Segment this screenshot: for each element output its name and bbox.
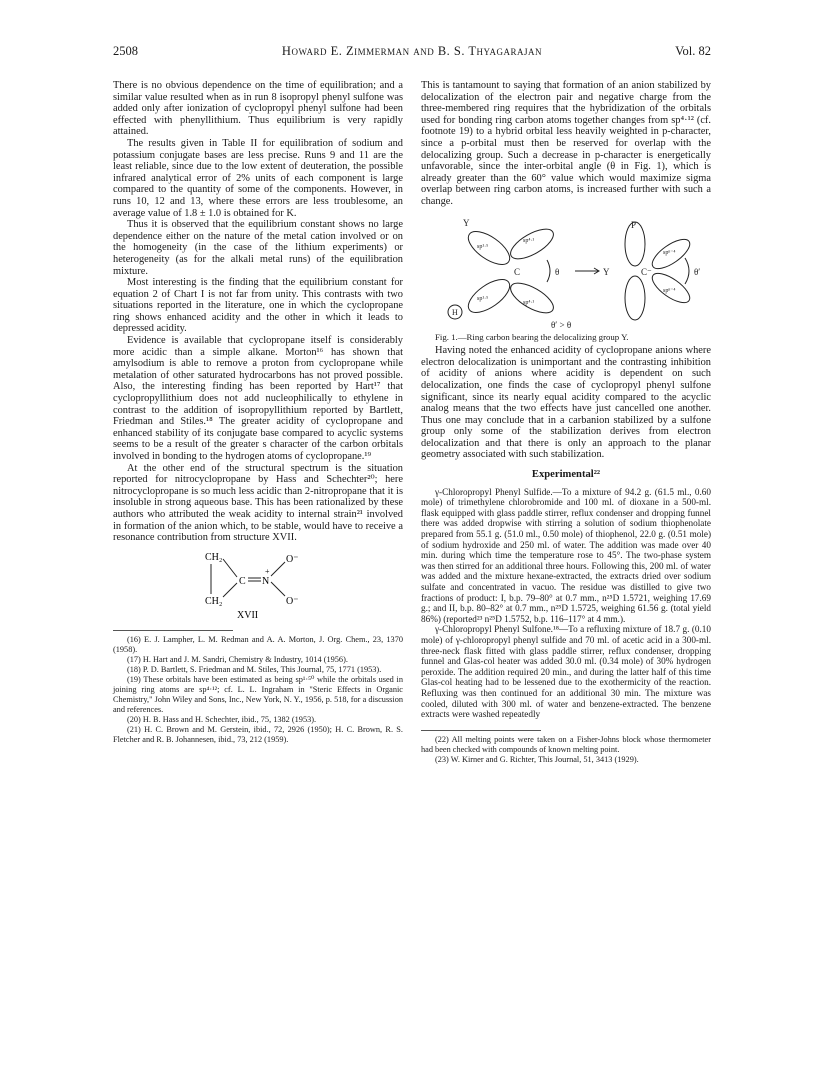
ring-bond — [223, 559, 237, 577]
sp-label: spⁿ⁻⁴ — [663, 287, 676, 294]
orbital-lobe — [463, 273, 515, 319]
orbital-lobe — [506, 223, 558, 264]
sp-label: sp¹·⁵ — [477, 243, 489, 250]
figure-1 — [421, 214, 711, 344]
y-label-2: Y — [603, 266, 610, 277]
paragraph: The results given in Table II for equilibration of sodium and potassium conjugate bases are less precise. Runs 9 and 11 are the least reliable, since due to the low extent of deuteration, the possible infrared analytical error of 2% units of each component is large compared to the quantity of some of the components. However, in runs 10, 12 and 13, where these errors are less troublesome, an average value of 1.8 ± 1.0 is obtained for K. — [113, 137, 403, 219]
page-number: 2508 — [113, 44, 138, 58]
right-column — [421, 80, 711, 765]
paragraph: Most interesting is the finding that the equilibrium constant for equation 2 of Chart I is not far from unity. This contrasts with two situations reported in the literature, one in which the cyclopropane ring shows enhanced acidity and the other in which it leads to depressed acidity. — [113, 277, 403, 335]
y-label: Y — [463, 217, 470, 228]
footnote: (18) P. D. Bartlett, S. Friedman and M. Stiles, This Journal, 75, 1771 (1953). — [127, 664, 382, 674]
orbital-lobe — [506, 277, 558, 318]
paragraph: Having noted the enhanced acidity of cyclopropane anions where electron delocalization is unimportant and the contrasting inhibition of acidity of anions where acidity is dependent on such delocalization, one finds the case of cyclopropyl phenyl sulfone significant, since its nearly equal acidity compared to the acyclic analog means that the two effects have just cancelled one another. Thus one may conclude that in a carbanion stabilized by a sulfone group only some of the stabilization derives from electron delocalization and that there is only an approach to the planar geometry associated with such stabilization. — [421, 345, 711, 461]
footnote: (22) All melting points were taken on a Fisher-Johns block whose thermometer had been checked with compounds of known melting point. — [421, 734, 711, 754]
plus-charge: + — [265, 566, 270, 576]
sp-label: sp⁴·¹ — [523, 237, 535, 244]
ch2-top-label: CH₂ — [205, 551, 223, 563]
volume-label: Vol. 82 — [675, 44, 711, 58]
paragraph: At the other end of the structural spectrum is the situation reported for nitrocyclopropane by Hass and Schechter²⁰; here nitrocyclopropane is so much less acidic than 2-nitropropane that it is insoluble in strong aqueous base. This has been rationalized by these authors who attributed the weak acidity to internal strain²¹ involved in formation of the anion which, to be stable, would have to receive a resonance contribution from structure XVII. — [113, 462, 403, 544]
footnote-rule — [421, 730, 541, 731]
ch2-bottom-label: CH₂ — [205, 595, 223, 607]
footnote: (16) E. J. Lampher, L. M. Redman and A. A. Morton, J. Org. Chem., 23, 1370 (1958). — [113, 634, 403, 654]
structure-label: XVII — [237, 609, 259, 620]
c-label: C — [514, 266, 521, 277]
angle-arc — [547, 260, 550, 282]
sp-label: sp¹·⁵ — [477, 295, 489, 302]
author-header: Howard E. Zimmerman and B. S. Thyagarajan — [281, 44, 543, 58]
theta-label: θ — [555, 266, 560, 277]
footnote: (21) H. C. Brown and M. Gerstein, ibid., 72, 2926 (1950); H. C. Brown, R. S. Fletcher and R. B. Johannesen, ibid., 73, 212 (1959). — [113, 724, 403, 744]
orbital-lobe — [463, 225, 515, 271]
ring-bond — [223, 583, 237, 597]
paragraph: γ-Chloropropyl Phenyl Sulfone.¹⁸—To a refluxing mixture of 18.7 g. (0.10 mole) of γ-chloropropyl phenyl sulfide and 70 ml. of acetic acid in a 300-ml. three-neck flask fitted with glass paddle stirrer, reflux condenser, dropping funnel and Glas-col heater was added 30.0 ml. (0.34 mole) of 30% hydrogen peroxide. The addition required 20 min., and during the latter half of this time Glas-col heating had to be lessened due to the exothermicity of the reaction. Refluxing was then continued for an additional 30 min. The mixture was cooled, diluted with 300 ml. of water and benzene-extracted. The benzene extracts were washed repeatedly — [421, 624, 711, 720]
h-label: H — [452, 307, 458, 317]
p-label: P — [631, 219, 637, 230]
running-header — [113, 44, 711, 60]
c-minus-label: C⁻ — [641, 266, 652, 277]
left-column — [113, 80, 403, 745]
sp-label: sp⁴·¹ — [523, 299, 535, 306]
footnote: (20) H. B. Hass and H. Schechter, ibid., 75, 1382 (1953). — [127, 714, 317, 724]
paragraph: Thus it is observed that the equilibrium constant shows no large dependence either on the nature of the metal cation involved or on the homogeneity (in the case of the lithium experiments) or heterogeneity (as for the alkali metal runs) of the equilibration mixture. — [113, 219, 403, 277]
experimental-section — [421, 487, 711, 720]
relation-label: θ′ > θ — [551, 319, 572, 330]
section-heading: Experimental²² — [531, 469, 601, 481]
footnote: (19) These orbitals have been estimated as being sp¹·⁵⁰ while the orbitals used in joining ring atoms are sp⁴·¹²; cf. L. L. Ingraham in "Steric Effects in Organic Chemistry," John Wiley and Sons, Inc., New York, N. Y., 1956, p. 518, for a discussion and references. — [113, 674, 403, 714]
orbital-diagram — [427, 214, 707, 332]
footnote: (23) W. Kirner and G. Richter, This Journal, 51, 3413 (1929). — [435, 754, 639, 764]
structure-xvii — [113, 550, 403, 620]
paragraph: Evidence is available that cyclopropane itself is considerably more acidic than a simple alkane. Morton¹⁶ has shown that amylsodium is able to remove a proton from cyclopropane while metalation of other saturated hydrocarbons has not proved possible. Also, the interesting finding has been reported by Hart¹⁷ that cyclopropyllithium does not add nucleophilically to ethylene in contrast to the addition of isopropyllithium reported by Bartlett, Friedman and Stiles.¹⁸ The greater acidity of cyclopropane and enhanced stability of its conjugate base compared to acyclic systems seems to be a result of the greater s character of the carbon orbitals involved in bonding to the hydrogen atoms of cyclopropane.¹⁹ — [113, 335, 403, 462]
oxygen-top-label: O⁻ — [286, 553, 299, 565]
footnote: (17) H. Hart and J. M. Sandri, Chemistry & Industry, 1014 (1956). — [127, 654, 348, 664]
structure-drawing — [203, 550, 323, 620]
sp-label: spⁿ⁻⁴ — [663, 249, 676, 256]
p-orbital-lower — [625, 276, 645, 320]
n-o-bond — [271, 562, 285, 576]
paragraph: This is tantamount to saying that formation of an anion stabilized by delocalization of the electron pair and negative charge from the three-membered ring requires that the hybridization of the orbitals used for bonding ring carbon atoms together changes from sp⁴·¹² (cf. footnote 19) to a hybrid orbital less heavily weighted in p-character, since a p-orbital must then be reserved for overlap with the delocalizing group. Such a decrease in p-character is energetically unfavorable, since the inter-orbital angle (θ in Fig. 1), which is already greater than the 60° value which would maximize sigma overlap between ring carbon atoms, is increased further with such a change. — [421, 80, 711, 207]
paragraph: γ-Chloropropyl Phenyl Sulfide.—To a mixture of 94.2 g. (61.5 ml., 0.60 mole) of trimethylene chlorobromide and 100 ml. of dioxane in a 500-ml. flask equipped with glass paddle stirrer, reflux condenser and dropping funnel there was added dropwise with stirring a solution of sodium thiophenolate prepared from 55.1 g. (51.0 ml., 0.50 mole) of thiophenol, 22.0 g. (0.51 mole) of sodium hydroxide and 250 ml. of water. The addition was made over 40 min. during which time the temperature rose to 45°. The two-phase system was then stirred for an additional three hours. Following this, 200 ml. of water was added and the mixture hexane-extracted, the extracts dried over sodium sulfate and concentrated in vacuo. The residue was distilled to give two fractions of product: I, b.p. 79–80° at 0.7 mm., n²⁵D 1.5721, weighing 17.69 g.; and II, b.p. 80–82° at 0.7 mm., n²⁵D 1.5725, weighing 61.56 g. (total yield 86%) (reported²³ n²⁵D 1.5752, b.p. 116–117° at 4 mm.). — [421, 486, 711, 624]
oxygen-bottom-label: O⁻ — [286, 595, 299, 607]
figure-caption: Fig. 1.—Ring carbon bearing the delocalizing group Y. — [435, 331, 629, 342]
n-o-bond — [271, 582, 285, 596]
nitrogen-label: N — [262, 575, 270, 587]
footnote-rule — [113, 630, 233, 631]
theta-prime-label: θ′ — [694, 266, 701, 277]
carbon-label: C — [239, 575, 246, 587]
paragraph: There is no obvious dependence on the time of equilibration; and a similar value resulted when as in run 8 isopropyl phenyl sulfone was added only after ionization of cyclopropyl phenyl sulfone had been effected with phenyllithium. Thus equilibrium is very rapidly attained. — [113, 80, 403, 138]
angle-arc — [685, 258, 689, 284]
